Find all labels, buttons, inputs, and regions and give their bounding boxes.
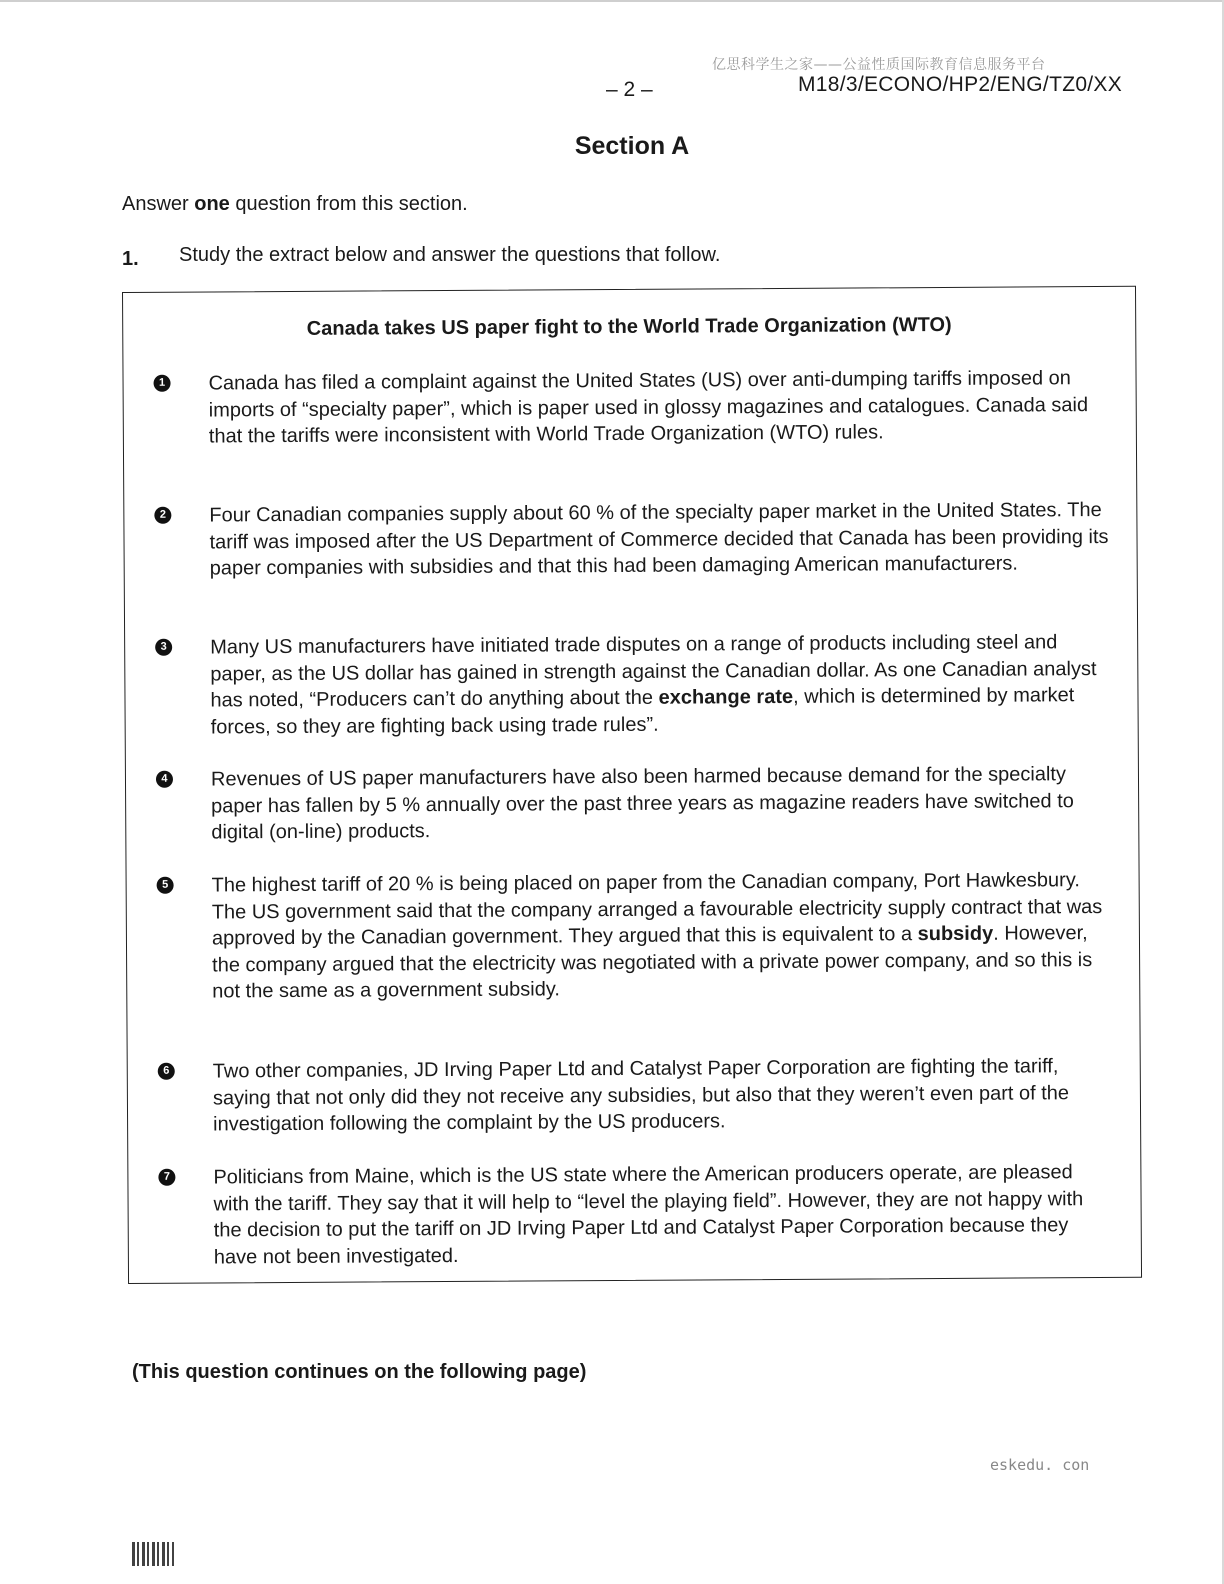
page-top-edge	[0, 0, 1224, 2]
key-term-subsidy: subsidy	[917, 922, 994, 946]
paragraph-text: Four Canadian companies supply about 60 % of the specialty paper market in the United States. The tariff was imposed after the US Department of Commerce decided that Canada has been providing its paper companies with subsidies and that this had been damaging American manufacturers.	[209, 499, 1109, 580]
paragraph-marker-1: 1	[154, 375, 171, 392]
barcode-icon	[132, 1542, 174, 1566]
paragraph-text-part: The highest tariff of 20 % is being placed on paper from the Canadian company, Port Hawkesbury. The US government said that the company arranged a favourable electricity supply contract that was approved by the Canadian government. They argued that this is equivalent to a	[211, 869, 1103, 950]
paragraph-text	[212, 867, 1113, 1005]
extract-paragraph	[126, 761, 1138, 844]
extract-box	[122, 286, 1142, 1284]
paragraph-marker-2: 2	[154, 507, 171, 524]
paragraph-text-part: Many US manufacturers have initiated trade disputes on a range of products including steel and paper, as the US dollar has gained in strength against the Canadian dollar. As one Canadian analyst has noted, “Producers can’t do anything about the	[210, 631, 1097, 712]
key-term-exchange-rate: exchange rate	[658, 685, 794, 709]
footer-watermark: eskedu. con	[990, 1456, 1090, 1474]
paragraph-marker-5: 5	[157, 877, 174, 894]
paragraph-text: Two other companies, JD Irving Paper Ltd and Catalyst Paper Corporation are fighting the tariff, saying that not only did they not receive any subsidies, but also that they weren’t even part of the investigation following the complaint by the US producers.	[212, 1055, 1070, 1136]
instructions-prefix: Answer	[122, 193, 195, 215]
paragraph-marker-7: 7	[158, 1169, 175, 1186]
extract-paragraph	[123, 365, 1135, 448]
section-title: Section A	[574, 132, 690, 160]
paragraph-marker-3: 3	[155, 639, 172, 656]
instructions-suffix: question from this section.	[229, 193, 468, 215]
question-number: 1.	[122, 248, 139, 270]
extract-paragraph	[128, 1159, 1140, 1268]
question-text: Study the extract below and answer the questions that follow.	[179, 244, 721, 266]
instructions	[122, 193, 468, 216]
paragraph-text-part: , which is determined by market forces, so they are fighting back using trade rules”.	[210, 684, 1075, 738]
paragraph-marker-6: 6	[158, 1063, 175, 1080]
continues-note: (This question continues on the following page)	[132, 1361, 587, 1383]
paragraph-text: Canada has filed a complaint against the United States (US) over anti-dumping tariffs imposed on imports of “specialty paper”, which is paper used in glossy magazines and catalogues. Canada said that the tariffs were inconsistent with World Trade Organization (WTO) rules.	[208, 367, 1089, 448]
page-number: – 2 –	[606, 78, 653, 101]
paragraph-text: Politicians from Maine, which is the US state where the American producers operate, are pleased with the tariff. They say that it will help to “level the playing field”. However, they are not happy with the decision to put the tariff on JD Irving Paper Ltd and Catalyst Paper Corporation because they have not been investigated.	[213, 1161, 1084, 1268]
extract-title: Canada takes US paper fight to the World Trade Organization (WTO)	[306, 313, 952, 340]
extract-paragraph	[127, 867, 1139, 1003]
paper-code: M18/3/ECONO/HP2/ENG/TZ0/XX	[798, 73, 1123, 96]
extract-paragraph	[128, 1053, 1140, 1136]
paragraph-text-part: . However, the company argued that the electricity was negotiated with a private power company, and so this is not the same as a government subsidy.	[212, 922, 1093, 1003]
paragraph-text	[210, 629, 1111, 740]
paragraph-text: Revenues of US paper manufacturers have also been harmed because demand for the specialty paper has fallen by 5 % annually over the past three years as magazine readers have switched to digital (on-line) products.	[210, 763, 1074, 844]
extract-paragraph	[125, 629, 1137, 738]
header-watermark: 亿思科学生之家——公益性质国际教育信息服务平台	[712, 57, 1046, 73]
extract-paragraph	[124, 497, 1136, 580]
instructions-emphasis: one	[194, 193, 230, 215]
paragraph-marker-4: 4	[156, 771, 173, 788]
